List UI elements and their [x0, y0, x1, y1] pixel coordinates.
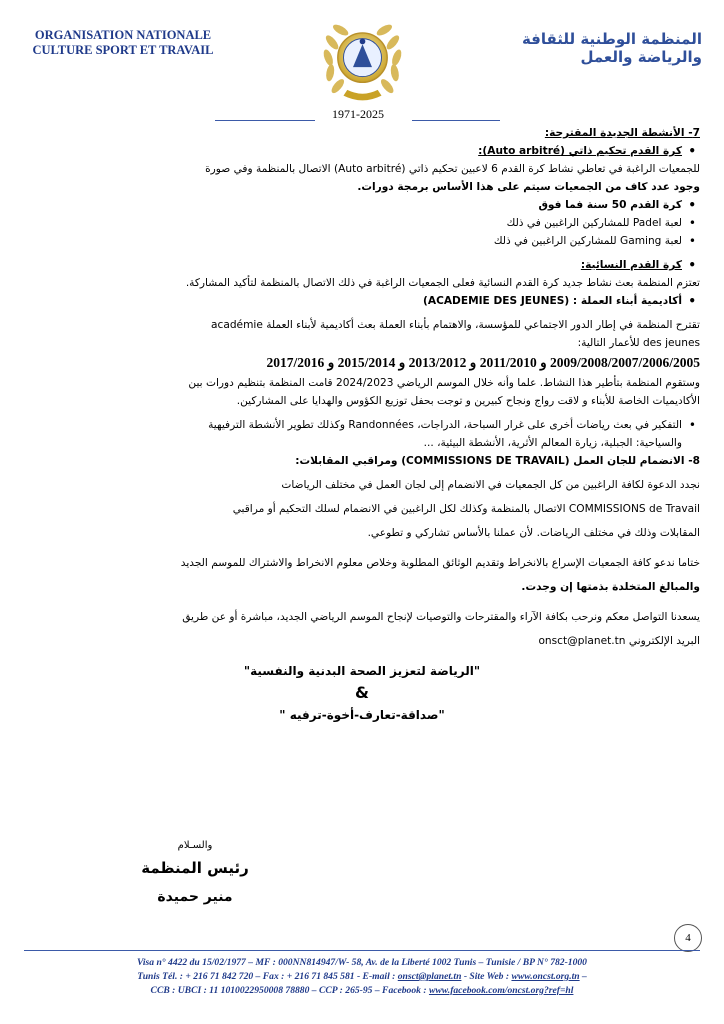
footer-line3	[0, 984, 724, 998]
motto-line1: "الرياضة لتعزيز الصحة البدنية والنفسية"	[243, 664, 481, 678]
org-name-fr-line2: CULTURE SPORT ET TRAVAIL	[32, 43, 214, 57]
academy-heading: • أكاديمية أبناء العملة : (ACADEMIE DES JEUNES)	[24, 292, 700, 310]
football50-item: • كرة القدم 50 سنة فما فوق	[24, 196, 700, 214]
header-divider-left	[215, 120, 315, 121]
signature-greeting: والسـلام	[177, 840, 213, 851]
gaming-item: • لعبة Gaming للمشاركين الراغبين في ذلك	[24, 232, 700, 250]
closing-text1: ختاما ندعو كافة الجمعيات الإسراع بالانخراط وتقديم الوثائق المطلوبة وخلاص معلوم الانخراط والاشتراك للموسم الجديد	[180, 557, 700, 569]
section8-text1: نجدد الدعوة لكافة الراغبين من كل الجمعيات في الانضمام إلى لجان العمل في مختلف الرياضات	[281, 479, 700, 491]
section8-text3: المقابلات وذلك في مختلف الرياضات. لأن عملنا بالأساس تشاركي و تطوعي.	[367, 527, 700, 539]
other-sports-text1: • التفكير في بعث رياضات أخرى على غرار السباحة، الدراجات، Randonnées وكذلك تطوير الأنشطة الترفيهية	[24, 416, 700, 434]
footer-facebook-link[interactable]: www.facebook.com/oncst.org?ref=hl	[428, 985, 574, 996]
letter-body	[24, 124, 700, 724]
academy-text3: وستقوم المنظمة بتأطير هذا النشاط. علما وأنه خلال الموسم الرياضي 2024/2023 قامت المنظمة بتنظيم دورات بين	[188, 377, 700, 389]
motto-ampersand: &	[355, 683, 369, 702]
academy-years: 2009/2008/2007/2006/2005 و 2011/2010 و 2013/2012 و 2015/2014 و 2017/2016	[266, 355, 700, 370]
closing-text4: البريد الإلكتروني onsct@planet.tn	[538, 635, 700, 647]
org-name-fr-line1: ORGANISATION NATIONALE	[34, 28, 212, 42]
motto-line2: "صداقة-تعارف-أخوة-ترفيه "	[279, 708, 445, 722]
closing-text3: يسعدنا التواصل معكم ونرحب بكافة الآراء والمقترحات والتوصيات لإنجاح الموسم الرياضي الجديد، مباشرة أو عن طريق	[182, 611, 700, 623]
academy-text4: الأكاديميات الخاصة للأبناء و لاقت رواج ونجاح كبيرين و توجت بحفل توزيع الكؤوس والهدايا على المشاركين.	[236, 395, 700, 407]
women-football-text: تعتزم المنظمة بعث نشاط جديد كرة القدم النسائية فعلى الجمعيات الراغبة في ذلك الاتصال بالمنظمة لتأكيد المشاركة.	[185, 277, 700, 289]
footer-line2	[0, 970, 724, 984]
header-divider-right	[412, 120, 500, 121]
org-name-fr	[18, 28, 228, 58]
academy-text2: des jeunes للأعمار التالية:	[577, 337, 700, 349]
emblem-icon	[315, 12, 410, 107]
women-football-heading: • كرة القدم النسائية:	[24, 256, 700, 274]
football-auto-text1: للجمعيات الراغبة في تعاطي نشاط كرة القدم 6 لاعبين تحكيم ذاتي (Auto arbitré) الاتصال بالمنظمة وفي صورة	[205, 163, 700, 175]
section8-text2: COMMISSIONS de Travail الاتصال بالمنظمة وكذلك لكل الراغبين في الانضمام لسلك التحكيم أو مراقبي	[232, 503, 700, 515]
other-sports-text2: والسياحية: الجبلية، زيارة المعالم الأثرية، الأنشطة البيئية، ...	[423, 437, 682, 449]
closing-text2: والمبالغ المتخلدة بذمتها إن وجدت.	[521, 581, 700, 593]
academy-text1: تقترح المنظمة في إطار الدور الاجتماعي للمؤسسة، والاهتمام بأبناء العملة بعث أكاديمية لأبناء العملة académie	[211, 319, 700, 331]
section8-title: 8- الانضمام للجان العمل (COMMISSIONS DE TRAVAIL) ومراقبي المقابلات:	[295, 455, 700, 467]
footer	[0, 956, 724, 998]
footer-divider	[24, 950, 700, 951]
footer-line1: Visa n° 4422 du 15/02/1977 – MF : 000NN814947/W- 58, Av. de la Liberté 1002 Tunis – Tunisie / BP N° 782-1000	[137, 957, 587, 968]
founding-years: 1971-2025	[332, 107, 384, 121]
signature-block	[120, 840, 270, 905]
org-name-ar: المنظمة الوطنية للثقافة والرياضة والعمل	[521, 30, 702, 66]
footer-website-link[interactable]: www.oncst.org.tn	[511, 971, 580, 982]
footer-email-link[interactable]: onsct@planet.tn	[397, 971, 462, 982]
footer-line2-mid: - Site Web :	[461, 971, 512, 982]
page-number: 4	[674, 924, 702, 952]
signature-title: رئيس المنظمة	[141, 859, 249, 877]
section7-title: 7- الأنشطة الجديدة المقترحة:	[544, 127, 700, 139]
signature-name: منير حميدة	[157, 889, 233, 905]
footer-line2-prefix: Tunis Tél. : + 216 71 842 720 – Fax : + 216 71 845 581 - E-mail :	[137, 971, 398, 982]
football-auto-text2: وجود عدد كاف من الجمعيات سيتم على هذا الأساس برمجة دورات.	[357, 181, 700, 193]
padel-item: • لعبة Padel للمشاركين الراغبين في ذلك	[24, 214, 700, 232]
football-auto-heading: • كرة القدم تحكيم ذاتي (Auto arbitré):	[24, 142, 700, 160]
footer-line2-suffix: –	[579, 971, 587, 982]
footer-line3-prefix: CCB : UBCI : 11 1010022950008 78880 – CCP : 265-95 – Facebook :	[150, 985, 429, 996]
